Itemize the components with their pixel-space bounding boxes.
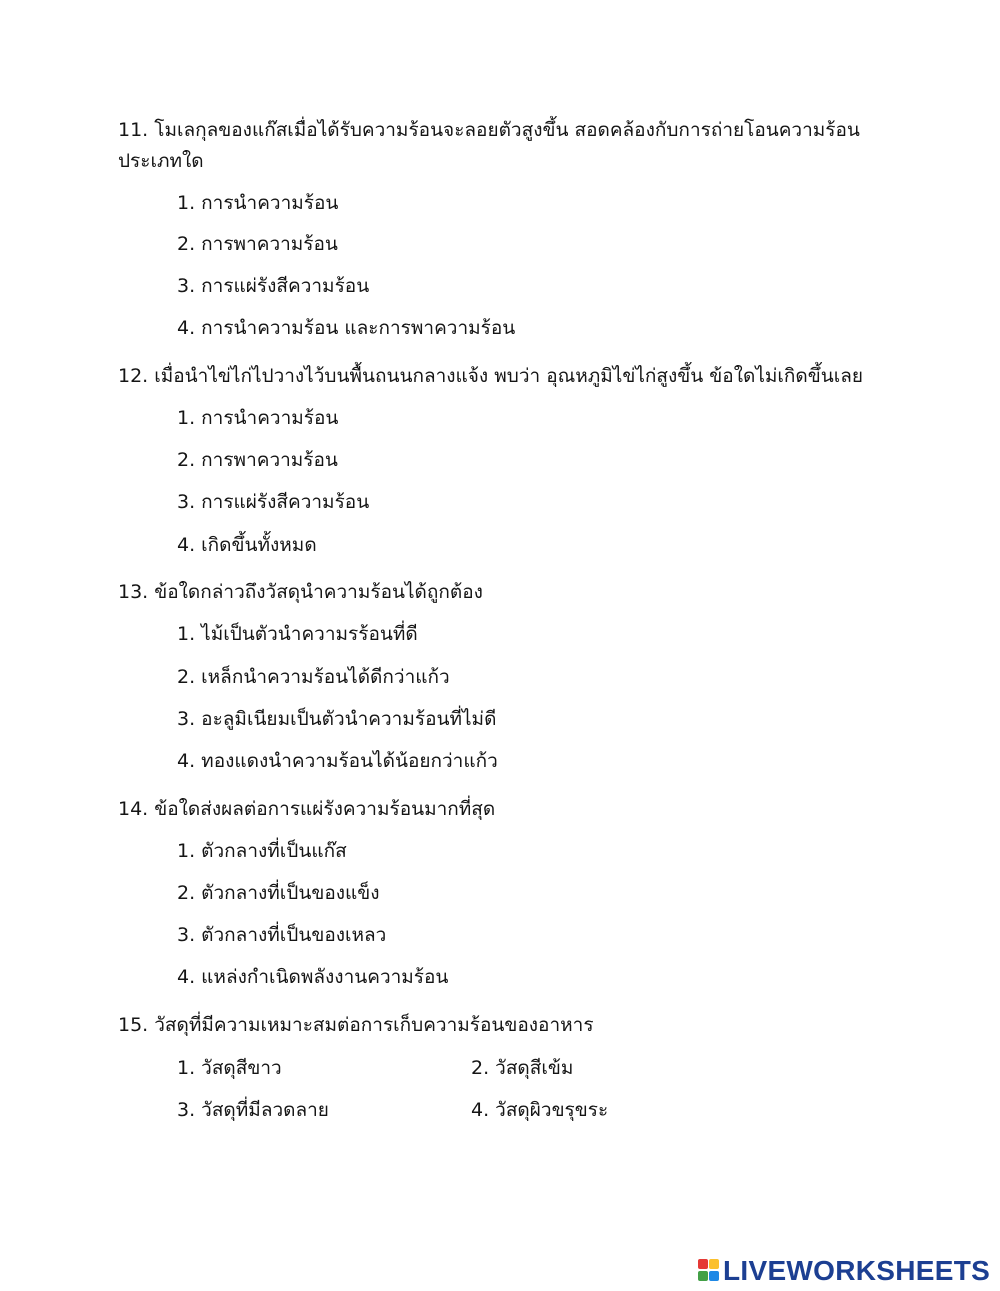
question-11-option-1[interactable]: 1. การนำความร้อน bbox=[177, 192, 339, 214]
question-15-option-2[interactable]: 2. วัสดุสีเข้ม bbox=[471, 1057, 574, 1079]
question-13: 13. ข้อใดกล่าวถึงวัสดุนำความร้อนได้ถูกต้อง bbox=[118, 581, 483, 603]
question-13-option-4[interactable]: 4. ทองแดงนำความร้อนได้น้อยกว่าแก้ว bbox=[177, 750, 498, 772]
question-15-option-1[interactable]: 1. วัสดุสีขาว bbox=[177, 1057, 282, 1079]
question-12-option-1[interactable]: 1. การนำความร้อน bbox=[177, 407, 339, 429]
question-12-option-3[interactable]: 3. การแผ่รังสีความร้อน bbox=[177, 491, 370, 513]
question-13-option-2[interactable]: 2. เหล็กนำความร้อนได้ดีกว่าแก้ว bbox=[177, 666, 450, 688]
question-12-option-4[interactable]: 4. เกิดขึ้นทั้งหมด bbox=[177, 534, 317, 556]
question-14-option-4[interactable]: 4. แหล่งกำเนิดพลังงานความร้อน bbox=[177, 966, 449, 988]
question-14-option-3[interactable]: 3. ตัวกลางที่เป็นของเหลว bbox=[177, 924, 387, 946]
question-12-option-2[interactable]: 2. การพาความร้อน bbox=[177, 449, 338, 471]
question-15: 15. วัสดุที่มีความเหมาะสมต่อการเก็บความร้อนของอาหาร bbox=[118, 1014, 594, 1036]
question-15-option-4[interactable]: 4. วัสดุผิวขรุขระ bbox=[471, 1099, 609, 1121]
question-12: 12. เมื่อนำไข่ไก่ไปวางไว้บนพื้นถนนกลางแจ้ง พบว่า อุณหภูมิไข่ไก่สูงขึ้น ข้อใดไม่เกิดขึ้นเลย bbox=[118, 365, 863, 387]
question-14-option-1[interactable]: 1. ตัวกลางที่เป็นแก๊ส bbox=[177, 840, 347, 862]
question-11-option-4[interactable]: 4. การนำความร้อน และการพาความร้อน bbox=[177, 317, 516, 339]
liveworksheets-logo bbox=[698, 1254, 990, 1288]
question-14: 14. ข้อใดส่งผลต่อการแผ่รังความร้อนมากที่สุด bbox=[118, 798, 496, 820]
liveworksheets-blocks-icon bbox=[698, 1259, 720, 1283]
question-13-option-1[interactable]: 1. ไม้เป็นตัวนำความรร้อนที่ดี bbox=[177, 623, 418, 645]
question-11: 11. โมเลกุลของแก๊สเมื่อได้รับความร้อนจะลอยตัวสูงขึ้น สอดคล้องกับการถ่ายโอนความร้อนประเภทใด bbox=[118, 119, 860, 172]
question-14-option-2[interactable]: 2. ตัวกลางที่เป็นของแข็ง bbox=[177, 882, 380, 904]
logo-text: LIVEWORKSHEETS bbox=[723, 1255, 991, 1286]
question-11-option-3[interactable]: 3. การแผ่รังสีความร้อน bbox=[177, 275, 370, 297]
question-15-option-3[interactable]: 3. วัสดุที่มีลวดลาย bbox=[177, 1099, 329, 1121]
question-11-option-2[interactable]: 2. การพาความร้อน bbox=[177, 233, 338, 255]
question-13-option-3[interactable]: 3. อะลูมิเนียมเป็นตัวนำความร้อนที่ไม่ดี bbox=[177, 708, 497, 730]
